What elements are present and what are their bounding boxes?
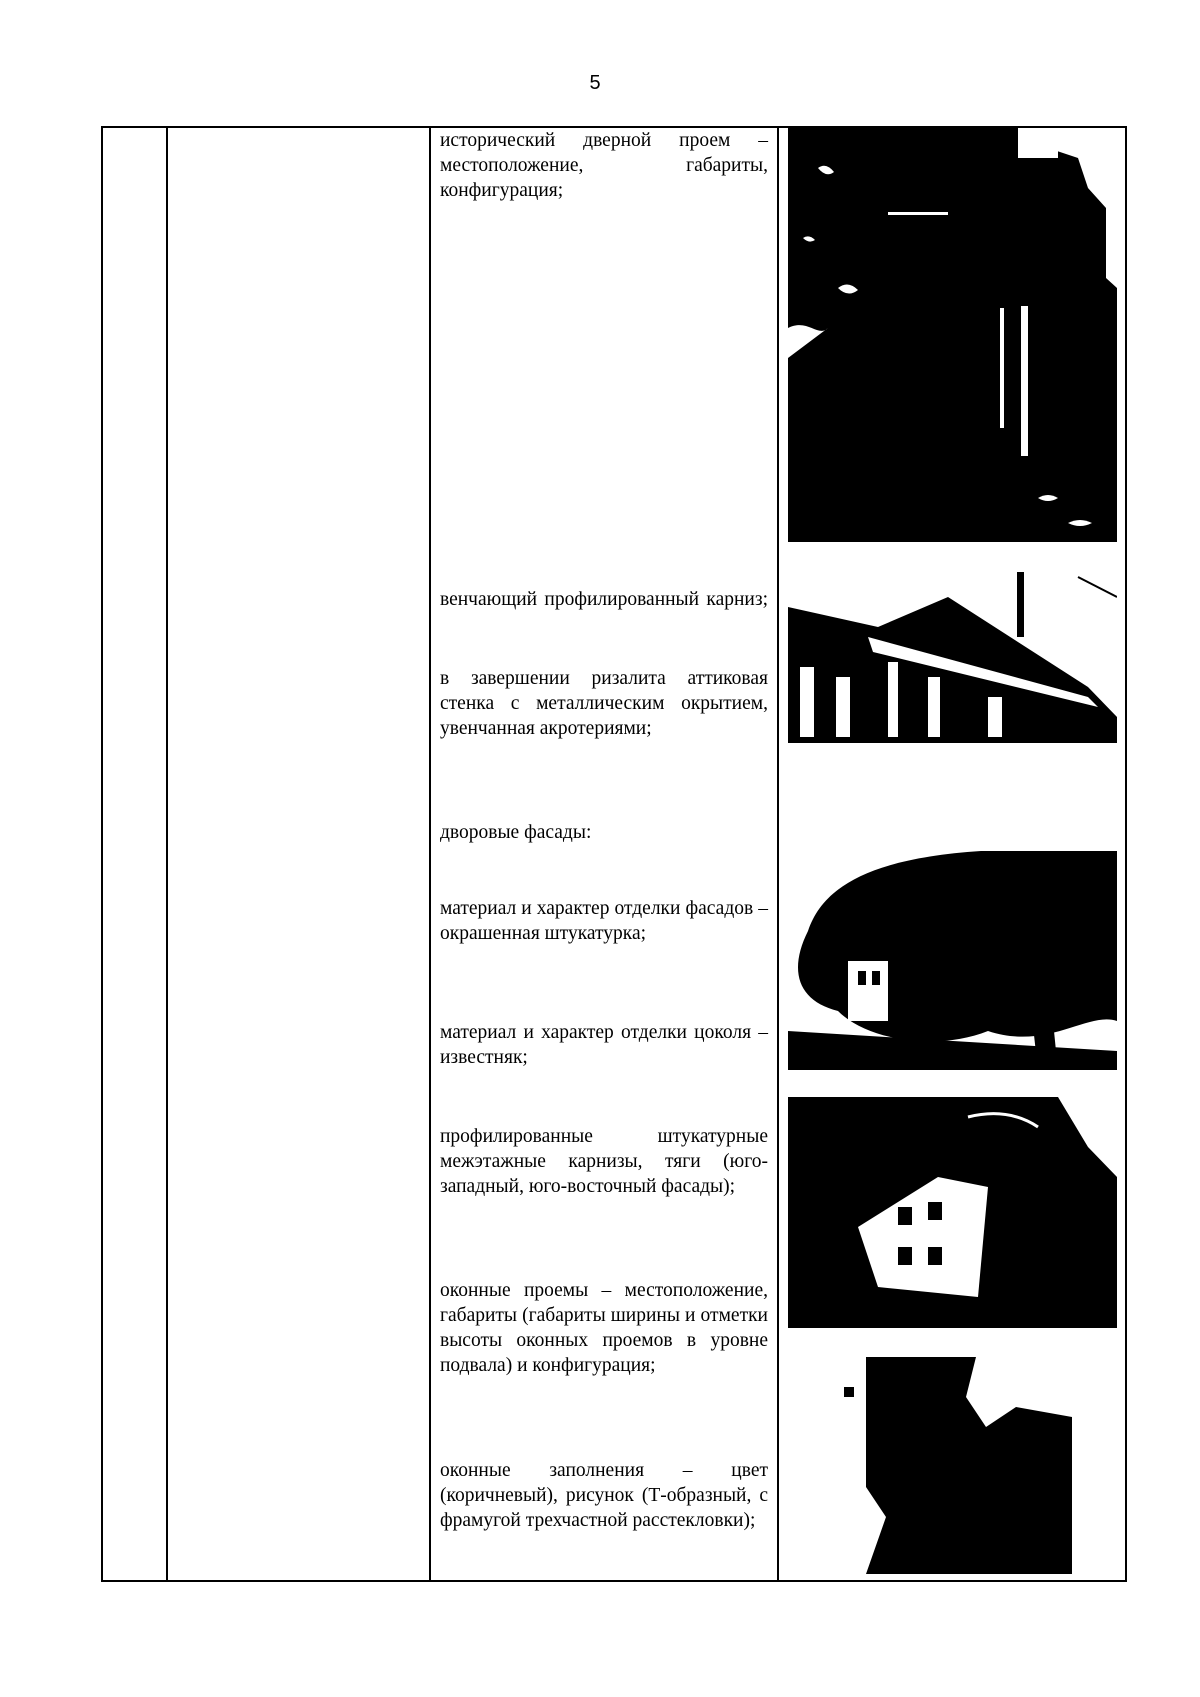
photo-door-opening: [788, 128, 1117, 542]
entry-plinth-finish: материал и характер отделки цоколя – известняк;: [440, 1022, 768, 1068]
entry-facade-finish: материал и характер отделки фасадов – окрашенная штукатурка;: [440, 898, 768, 944]
entry-attic-wall: в завершении ризалита аттиковая стенка с металлическим окрытием, увенчанная акротериями;: [440, 668, 768, 739]
entry-crowning-cornice: венчающий профилированный карниз;: [440, 589, 768, 610]
photo-interfloor-cornices: [788, 1097, 1117, 1328]
entry-door-opening: исторический дверной проем – местоположение, габариты, конфигурация;: [440, 130, 768, 201]
column-divider: [166, 128, 168, 1580]
entry-window-openings: оконные проемы – местоположение, габариты (габариты ширины и отметки высоты оконных проемов в уровне подвала) и конфигурация;: [440, 1280, 768, 1376]
photo-courtyard-facade: [788, 851, 1117, 1070]
entry-courtyard-facades: дворовые фасады:: [440, 822, 592, 843]
photo-crowning-cornice: [788, 567, 1117, 743]
page-number: 5: [589, 72, 601, 94]
column-divider: [429, 128, 431, 1580]
column-divider: [777, 128, 779, 1580]
entry-window-fillings: оконные заполнения – цвет (коричневый), рисунок (Т-образный, с фрамугой трехчастной расстекловки);: [440, 1460, 768, 1531]
photo-window-fillings: [836, 1357, 1072, 1574]
entry-interfloor-cornices: профилированные штукатурные межэтажные карнизы, тяги (юго-западный, юго-восточный фасады);: [440, 1126, 768, 1197]
